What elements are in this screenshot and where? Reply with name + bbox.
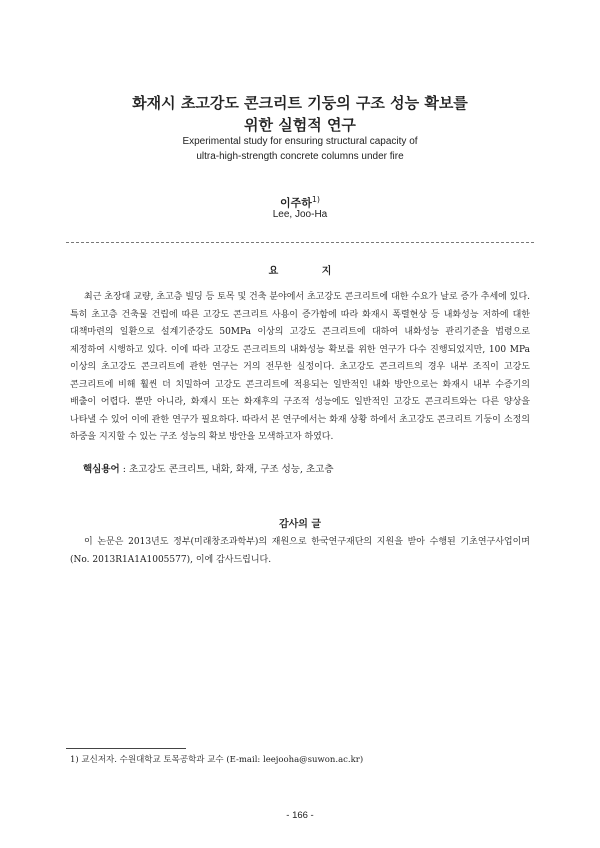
page-number: - 166 - <box>286 810 314 821</box>
keywords-text: 초고강도 콘크리트, 내화, 화재, 구조 성능, 초고층 <box>128 464 334 475</box>
paper-title-korean-line-1: 화재시 초고강도 콘크리트 기둥의 구조 성능 확보를 <box>132 94 468 112</box>
author-name: 이주하 <box>279 196 312 210</box>
paper-title-korean <box>0 92 600 136</box>
section-divider <box>66 242 534 243</box>
keywords-separator: : <box>119 464 129 475</box>
paper-title-english-line-2: ultra-high-strength concrete columns under fire <box>196 151 404 162</box>
paper-title-korean-line-2: 위한 실험적 연구 <box>244 116 356 134</box>
author-footnote-mark: 1) <box>311 195 321 204</box>
keywords <box>83 463 533 477</box>
paper-title-english-line-1: Experimental study for ensuring structural capacity of <box>182 136 418 147</box>
abstract-body: 최근 초장대 교량, 초고층 빌딩 등 토목 및 건축 분야에서 초고강도 콘크리트에 대한 수요가 날로 증가 추세에 있다. 특히 초고층 건축물 건립에 따른 고강도 콘크리트 사용이 증가함에 따라 화재시 폭렬현상 등 내화성능 저하에 대한 대책마련의 일환으로 설계기준강도 50MPa 이상의 고강도 콘크리트에 대하여 내화성능 관리기준을 법령으로 제정하여 시행하고 있다. 이에 따라 고강도 콘크리트의 내화성능 확보를 위한 연구가 다수 진행되었지만, 100 MPa 이상의 초고강도 콘크리트에 관한 연구는 거의 전무한 실정이다. 초고강도 콘크리트의 경우 내부 조직이 고강도 콘크리트에 비해 훨씬 더 치밀하여 고강도 콘크리트에 적용되는 일반적인 내화 방안으로는 화재시 내부 수증기의 배출이 어렵다. 뿐만 아니라, 화재시 또는 화재후의 구조적 성능에도 일반적인 고강도 콘크리트와는 다른 양상을 나타낼 수 있어 이에 관한 연구가 필요하다. 따라서 본 연구에서는 화재 상황 하에서 초고강도 콘크리트 기둥이 소정의 하중을 지지할 수 있는 구조 성능의 확보 방안을 모색하고자 하였다. <box>70 292 530 442</box>
abstract-heading: 요 지 <box>268 266 352 277</box>
author-name-english: Lee, Joo-Ha <box>272 209 328 220</box>
acknowledgement-body: 이 논문은 2013년도 정부(미래창조과학부)의 재원으로 한국연구재단의 지원을 받아 수행된 기초연구사업이며 (No. 2013R1A1A1005577), 이에 감사드립니다. <box>70 537 530 565</box>
acknowledgement-heading: 감사의 글 <box>278 519 322 530</box>
keywords-label: 핵심용어 <box>83 464 120 475</box>
footnote: 1) 교신저자. 수원대학교 토목공학과 교수 (E-mail: leejooha@suwon.ac.kr) <box>70 755 364 765</box>
footnote-rule <box>66 748 186 749</box>
paper-title-english <box>0 134 600 164</box>
